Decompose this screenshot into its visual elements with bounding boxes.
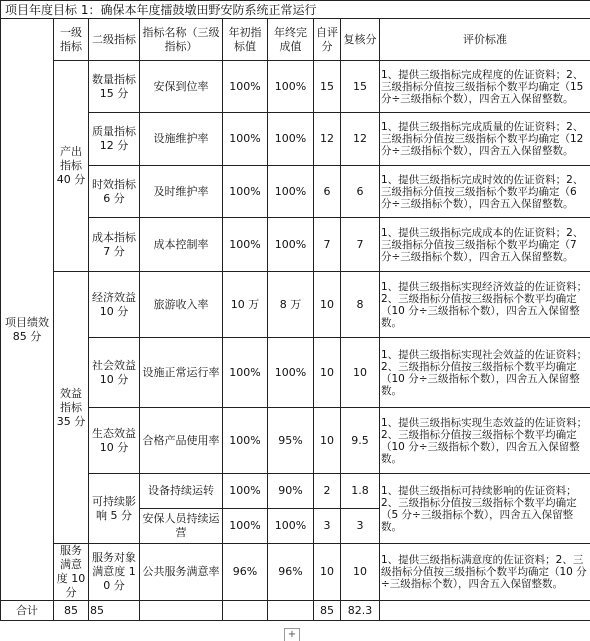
second-level-cell: 生态效益 10 分 [89, 408, 140, 474]
indicator-name-cell: 合格产品使用率 [140, 408, 223, 474]
total-row [1, 601, 590, 621]
header-criteria: 评价标准 [380, 19, 590, 61]
table-row [1, 113, 590, 166]
header-review-score: 复核分 [341, 19, 380, 61]
total-blank [140, 601, 223, 621]
review-score-cell: 10 [341, 338, 380, 408]
header-row [1, 19, 590, 61]
initial-value-cell: 10 万 [223, 272, 268, 338]
criteria-cell: 1、提供三级指标完成程度的佐证资料；2、三级指标分值按三级指标个数平均确定（15 分÷三级指标个数），四舍五入保留整数。 [380, 61, 590, 113]
benefit-group-cell: 效益指标 35 分 [54, 272, 89, 544]
final-value-cell: 96% [268, 544, 314, 601]
self-score-cell: 10 [314, 408, 341, 474]
initial-value-cell: 100% [223, 408, 268, 474]
initial-value-cell: 100% [223, 218, 268, 272]
criteria-cell: 1、提供三级指标可持续影响的佐证资料；2、三级指标分值按三级指标个数平均确定（5 分÷三级指标个数），四舍五入保留整数。 [380, 474, 590, 544]
criteria-cell: 1、提供三级指标实现生态效益的佐证资料；2、三级指标分值按三级指标个数平均确定（10 分÷三级指标个数），四舍五入保留整数。 [380, 408, 590, 474]
header-blank [1, 19, 54, 61]
review-score-cell: 1.8 [341, 474, 380, 509]
total-blank [380, 601, 590, 621]
table-row [1, 544, 590, 601]
indicator-name-cell: 公共服务满意率 [140, 544, 223, 601]
review-score-cell: 15 [341, 61, 380, 113]
header-initial-value: 年初指标值 [223, 19, 268, 61]
indicator-name-cell: 成本控制率 [140, 218, 223, 272]
review-score-cell: 7 [341, 218, 380, 272]
table-move-handle[interactable]: + [284, 628, 300, 641]
final-value-cell: 100% [268, 509, 314, 544]
header-indicator-name: 指标名称（三级指标） [140, 19, 223, 61]
final-value-cell: 8 万 [268, 272, 314, 338]
self-score-cell: 10 [314, 272, 341, 338]
initial-value-cell: 96% [223, 544, 268, 601]
initial-value-cell: 100% [223, 509, 268, 544]
table-row [1, 61, 590, 113]
self-score-cell: 6 [314, 166, 341, 218]
second-level-cell: 质量指标 12 分 [89, 113, 140, 166]
final-value-cell: 90% [268, 474, 314, 509]
review-score-cell: 3 [341, 509, 380, 544]
total-review-score: 82.3 [341, 601, 380, 621]
initial-value-cell: 100% [223, 61, 268, 113]
indicator-name-cell: 旅游收入率 [140, 272, 223, 338]
criteria-cell: 1、提供三级指标满意度的佐证资料；2、三级指标分值按三级指标个数平均确定（10 分÷三级指标个数），四舍五入保留整数。 [380, 544, 590, 601]
review-score-cell: 10 [341, 544, 380, 601]
review-score-cell: 6 [341, 166, 380, 218]
output-group-cell: 产出指标 40 分 [54, 61, 89, 272]
final-value-cell: 100% [268, 218, 314, 272]
self-score-cell: 15 [314, 61, 341, 113]
table-row [1, 218, 590, 272]
criteria-cell: 1、提供三级指标实现社会效益的佐证资料；2、三级指标分值按三级指标个数平均确定（10 分÷三级指标个数），四舍五入保留整数。 [380, 338, 590, 408]
criteria-cell: 1、提供三级指标完成时效的佐证资料；2、三级指标分值按三级指标个数平均确定（6 分÷三级指标个数），四舍五入保留整数。 [380, 166, 590, 218]
header-level1: 一级指标 [54, 19, 89, 61]
final-value-cell: 100% [268, 61, 314, 113]
initial-value-cell: 100% [223, 113, 268, 166]
table-row [1, 408, 590, 474]
header-final-value: 年终完成值 [268, 19, 314, 61]
total-blank [223, 601, 268, 621]
second-level-cell: 经济效益 10 分 [89, 272, 140, 338]
second-level-cell: 成本指标 7 分 [89, 218, 140, 272]
indicator-name-cell: 及时维护率 [140, 166, 223, 218]
indicator-name-cell: 安保到位率 [140, 61, 223, 113]
second-level-cell: 可持续影响 5 分 [89, 474, 140, 544]
table-row [1, 272, 590, 338]
initial-value-cell: 100% [223, 338, 268, 408]
indicator-name-cell: 设施维护率 [140, 113, 223, 166]
indicator-name-cell: 设备持续运转 [140, 474, 223, 509]
indicator-name-cell: 安保人员持续运营 [140, 509, 223, 544]
indicator-name-cell: 设施正常运行率 [140, 338, 223, 408]
criteria-cell: 1、提供三级指标完成成本的佐证资料；2、三级指标分值按三级指标个数平均确定（7 分÷三级指标个数），四舍五入保留整数。 [380, 218, 590, 272]
self-score-cell: 2 [314, 474, 341, 509]
final-value-cell: 100% [268, 338, 314, 408]
total-blank [268, 601, 314, 621]
second-level-cell: 社会效益 10 分 [89, 338, 140, 408]
self-score-cell: 12 [314, 113, 341, 166]
self-score-cell: 3 [314, 509, 341, 544]
table-title: 项目年度目标 1：确保本年度擂鼓墩田野安防系统正常运行 [1, 1, 590, 19]
review-score-cell: 8 [341, 272, 380, 338]
review-score-cell: 12 [341, 113, 380, 166]
second-level-cell: 时效指标 6 分 [89, 166, 140, 218]
initial-value-cell: 100% [223, 474, 268, 509]
final-value-cell: 100% [268, 113, 314, 166]
total-label: 合计 [1, 601, 54, 621]
self-score-cell: 10 [314, 338, 341, 408]
review-score-cell: 9.5 [341, 408, 380, 474]
final-value-cell: 95% [268, 408, 314, 474]
total-self-score: 85 [314, 601, 341, 621]
title-row [1, 1, 590, 19]
header-self-score: 自评分 [314, 19, 341, 61]
project-performance-cell: 项目绩效 85 分 [1, 61, 54, 601]
self-score-cell: 7 [314, 218, 341, 272]
second-level-cell: 服务对象满意度 10 分 [89, 544, 140, 601]
self-score-cell: 10 [314, 544, 341, 601]
table-row [1, 474, 590, 509]
table-row [1, 166, 590, 218]
criteria-cell: 1、提供三级指标完成质量的佐证资料；2、三级指标分值按三级指标个数平均确定（12 分÷三级指标个数），四舍五入保留整数。 [380, 113, 590, 166]
header-level2: 二级指标 [89, 19, 140, 61]
second-level-cell: 数量指标 15 分 [89, 61, 140, 113]
total-level1: 85 [54, 601, 89, 621]
total-level2: 85 [89, 601, 140, 621]
satisfaction-group-cell: 服务满意度 10 分 [54, 544, 89, 601]
table-row [1, 338, 590, 408]
initial-value-cell: 100% [223, 166, 268, 218]
final-value-cell: 100% [268, 166, 314, 218]
criteria-cell: 1、提供三级指标实现经济效益的佐证资料；2、三级指标分值按三级指标个数平均确定（10 分÷三级指标个数），四舍五入保留整数。 [380, 272, 590, 338]
